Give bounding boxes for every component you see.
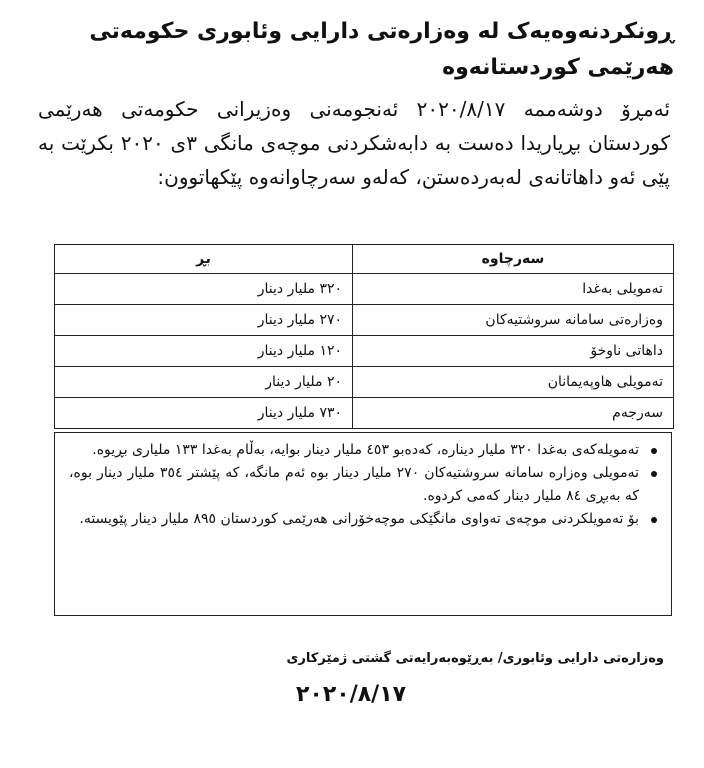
bullet-icon (651, 517, 657, 523)
table-row-total (55, 398, 674, 429)
note-item (69, 508, 657, 531)
note-text: تەمویلەکەی بەغدا ٣٢٠ ملیار دینارە، کەدەبو ٤٥٣ ملیار دینار بوایە، بەڵام بەغدا ١٣٣ ملیاری بڕیوە. (92, 442, 639, 458)
bullet-icon (651, 448, 657, 454)
note-text: تەمویلی وەزارە سامانە سروشتیەکان ٢٧٠ ملیار دینار بوە ئەم مانگە، کە پێشتر ٣٥٤ ملیار دینار بوە، کە بەبڕی ٨٤ ملیار دینار کەمی کردوە. (69, 465, 639, 504)
intro-paragraph: ئەمڕۆ دوشەممە ٢٠٢٠/٨/١٧ ئەنجومەنی وەزیرانی حکومەتی هەرێمی کوردستان بڕیاریدا دەست بە دابەشکردنی موچەی مانگی ٣ی ٢٠٢٠ بکرێت بە پێی ئەو داهاتانەی لەبەردەستن، کەلەو سەرچاوانەوە پێکهاتوون: (38, 97, 671, 189)
revenue-table (54, 244, 674, 429)
table-row (55, 367, 674, 398)
footer-date: ٢٠٢٠/٨/١٧ (296, 682, 407, 707)
row-source: تەمویلی هاوپەیمانان (353, 367, 674, 398)
notes-list (55, 433, 671, 531)
table-row (55, 274, 674, 305)
row-amount: ٢٠ ملیار دینار (55, 367, 353, 398)
row-amount: ١٢٠ ملیار دینار (55, 336, 353, 367)
document-title: ڕونکردنەوەیەک لە وەزارەتی دارایی وئابوری حکومەتی هەرێمی کوردستانەوە (89, 19, 674, 80)
row-source: سەرجەم (353, 398, 674, 429)
row-source: داهاتی ناوخۆ (353, 336, 674, 367)
note-text: بۆ تەمویلکردنی موچەی تەواوی مانگێکی موچەخۆرانی هەرێمی کوردستان ٨٩٥ ملیار دینار پێویستە. (79, 511, 639, 527)
header-amount: بڕ (55, 245, 353, 274)
note-item (69, 439, 657, 462)
row-amount: ٣٢٠ ملیار دینار (55, 274, 353, 305)
notes-box (54, 432, 672, 616)
row-amount: ٢٧٠ ملیار دینار (55, 305, 353, 336)
table-row (55, 305, 674, 336)
note-item (69, 462, 657, 508)
row-source: تەمویلی بەغدا (353, 274, 674, 305)
signature-line: وەزارەتی دارایی وئابوری/ بەڕێوەبەرایەتی گشتی ژمێرکاری (286, 651, 664, 666)
header-source: سەرچاوە (353, 245, 674, 274)
table-row (55, 336, 674, 367)
row-amount: ٧٣٠ ملیار دینار (55, 398, 353, 429)
table-header-row (55, 245, 674, 274)
bullet-icon (651, 471, 657, 477)
row-source: وەزارەتی سامانە سروشتیەکان (353, 305, 674, 336)
